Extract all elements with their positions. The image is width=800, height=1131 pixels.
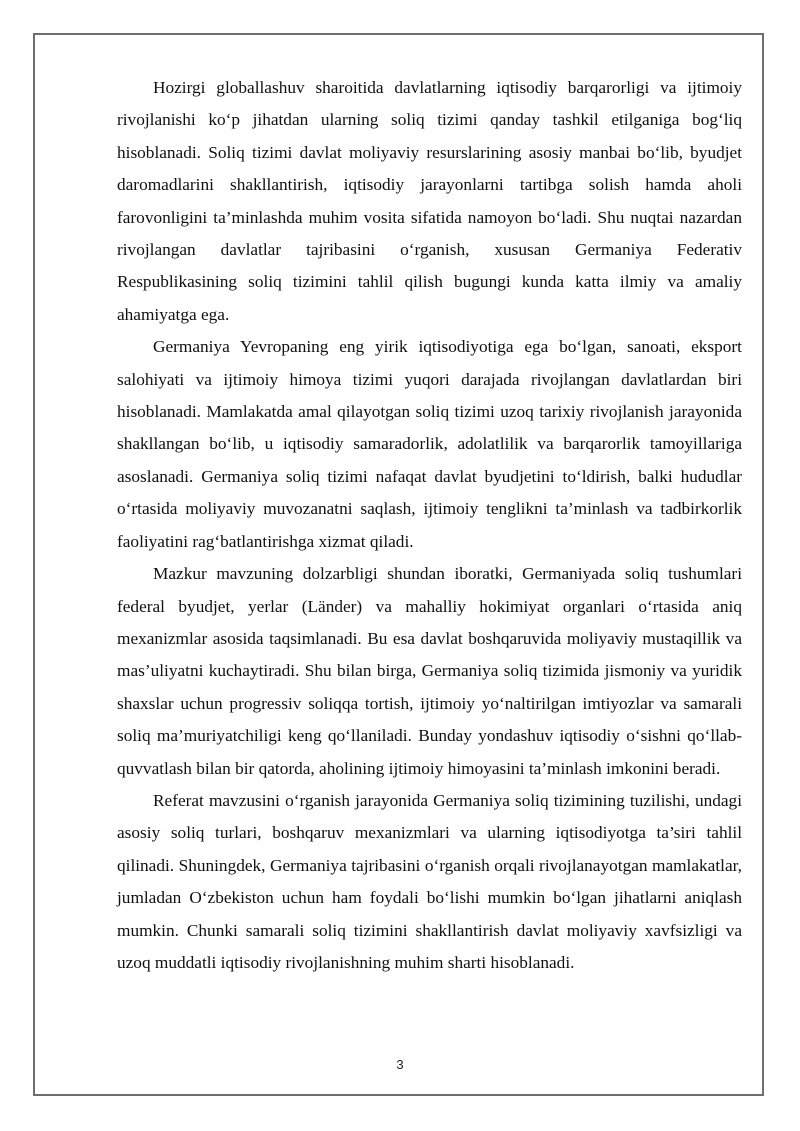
document-body — [117, 72, 742, 979]
paragraph-3: Mazkur mavzuning dolzarbligi shundan iboratki, Germaniyada soliq tushumlari federal byudjet, yerlar (Länder) va mahalliy hokimiyat organlari o‘rtasida aniq mexanizmlar asosida taqsimlanadi. Bu esa davlat boshqaruvida moliyaviy mustaqillik va mas’uliyatni kuchaytiradi. Shu bilan birga, Germaniya soliq tizimida jismoniy va yuridik shaxslar uchun progressiv soliqqa tortish, ijtimoiy yo‘naltirilgan imtiyozlar va samarali soliq ma’muriyatchiligi keng qo‘llaniladi. Bunday yondashuv iqtisodiy o‘sishni qo‘llab-quvvatlash bilan bir qatorda, aholining ijtimoiy himoyasini ta’minlash imkonini beradi. — [117, 564, 742, 778]
paragraph-2: Germaniya Yevropaning eng yirik iqtisodiyotiga ega bo‘lgan, sanoati, eksport salohiyati va ijtimoiy himoya tizimi yuqori darajada rivojlangan davlatlardan biri hisoblanadi. Mamlakatda amal qilayotgan soliq tizimi uzoq tarixiy rivojlanish jarayonida shakllangan bo‘lib, u iqtisodiy samaradorlik, adolatlilik va barqarorlik tamoyillariga asoslanadi. Germaniya soliq tizimi nafaqat davlat byudjetini to‘ldirish, balki hududlar o‘rtasida moliyaviy muvozanatni saqlash, ijtimoiy tenglikni ta’minlash va tadbirkorlik faoliyatini rag‘batlantirishga xizmat qiladi. — [117, 337, 742, 551]
paragraph-4: Referat mavzusini o‘rganish jarayonida Germaniya soliq tizimining tuzilishi, undagi asosiy soliq turlari, boshqaruv mexanizmlari va ularning iqtisodiyotga ta’siri tahlil qilinadi. Shuningdek, Germaniya tajribasini o‘rganish orqali rivojlanayotgan mamlakatlar, jumladan O‘zbekiston uchun ham foydali bo‘lishi mumkin bo‘lgan jihatlarni aniqlash mumkin. Chunki samarali soliq tizimini shakllantirish davlat moliyaviy xavfsizligi va uzoq muddatli iqtisodiy rivojlanishning muhim sharti hisoblanadi. — [117, 790, 742, 972]
paragraph-1: Hozirgi globallashuv sharoitida davlatlarning iqtisodiy barqarorligi va ijtimoiy rivojlanishi ko‘p jihatdan ularning soliq tizimi qanday tashkil etilganiga bog‘liq hisoblanadi. Soliq tizimi davlat moliyaviy resurslarining asosiy manbai bo‘lib, byudjet daromadlarini shakllantirish, iqtisodiy jarayonlarni tartibga solish hamda aholi farovonligini ta’minlashda muhim vosita sifatida namoyon bo‘ladi. Shu nuqtai nazardan rivojlangan davlatlar tajribasini o‘rganish, xususan Germaniya Federativ Respublikasining soliq tizimini tahlil qilish bugungi kunda katta ilmiy va amaliy ahamiyatga ega. — [117, 78, 742, 324]
page-number: 3 — [396, 1057, 404, 1072]
